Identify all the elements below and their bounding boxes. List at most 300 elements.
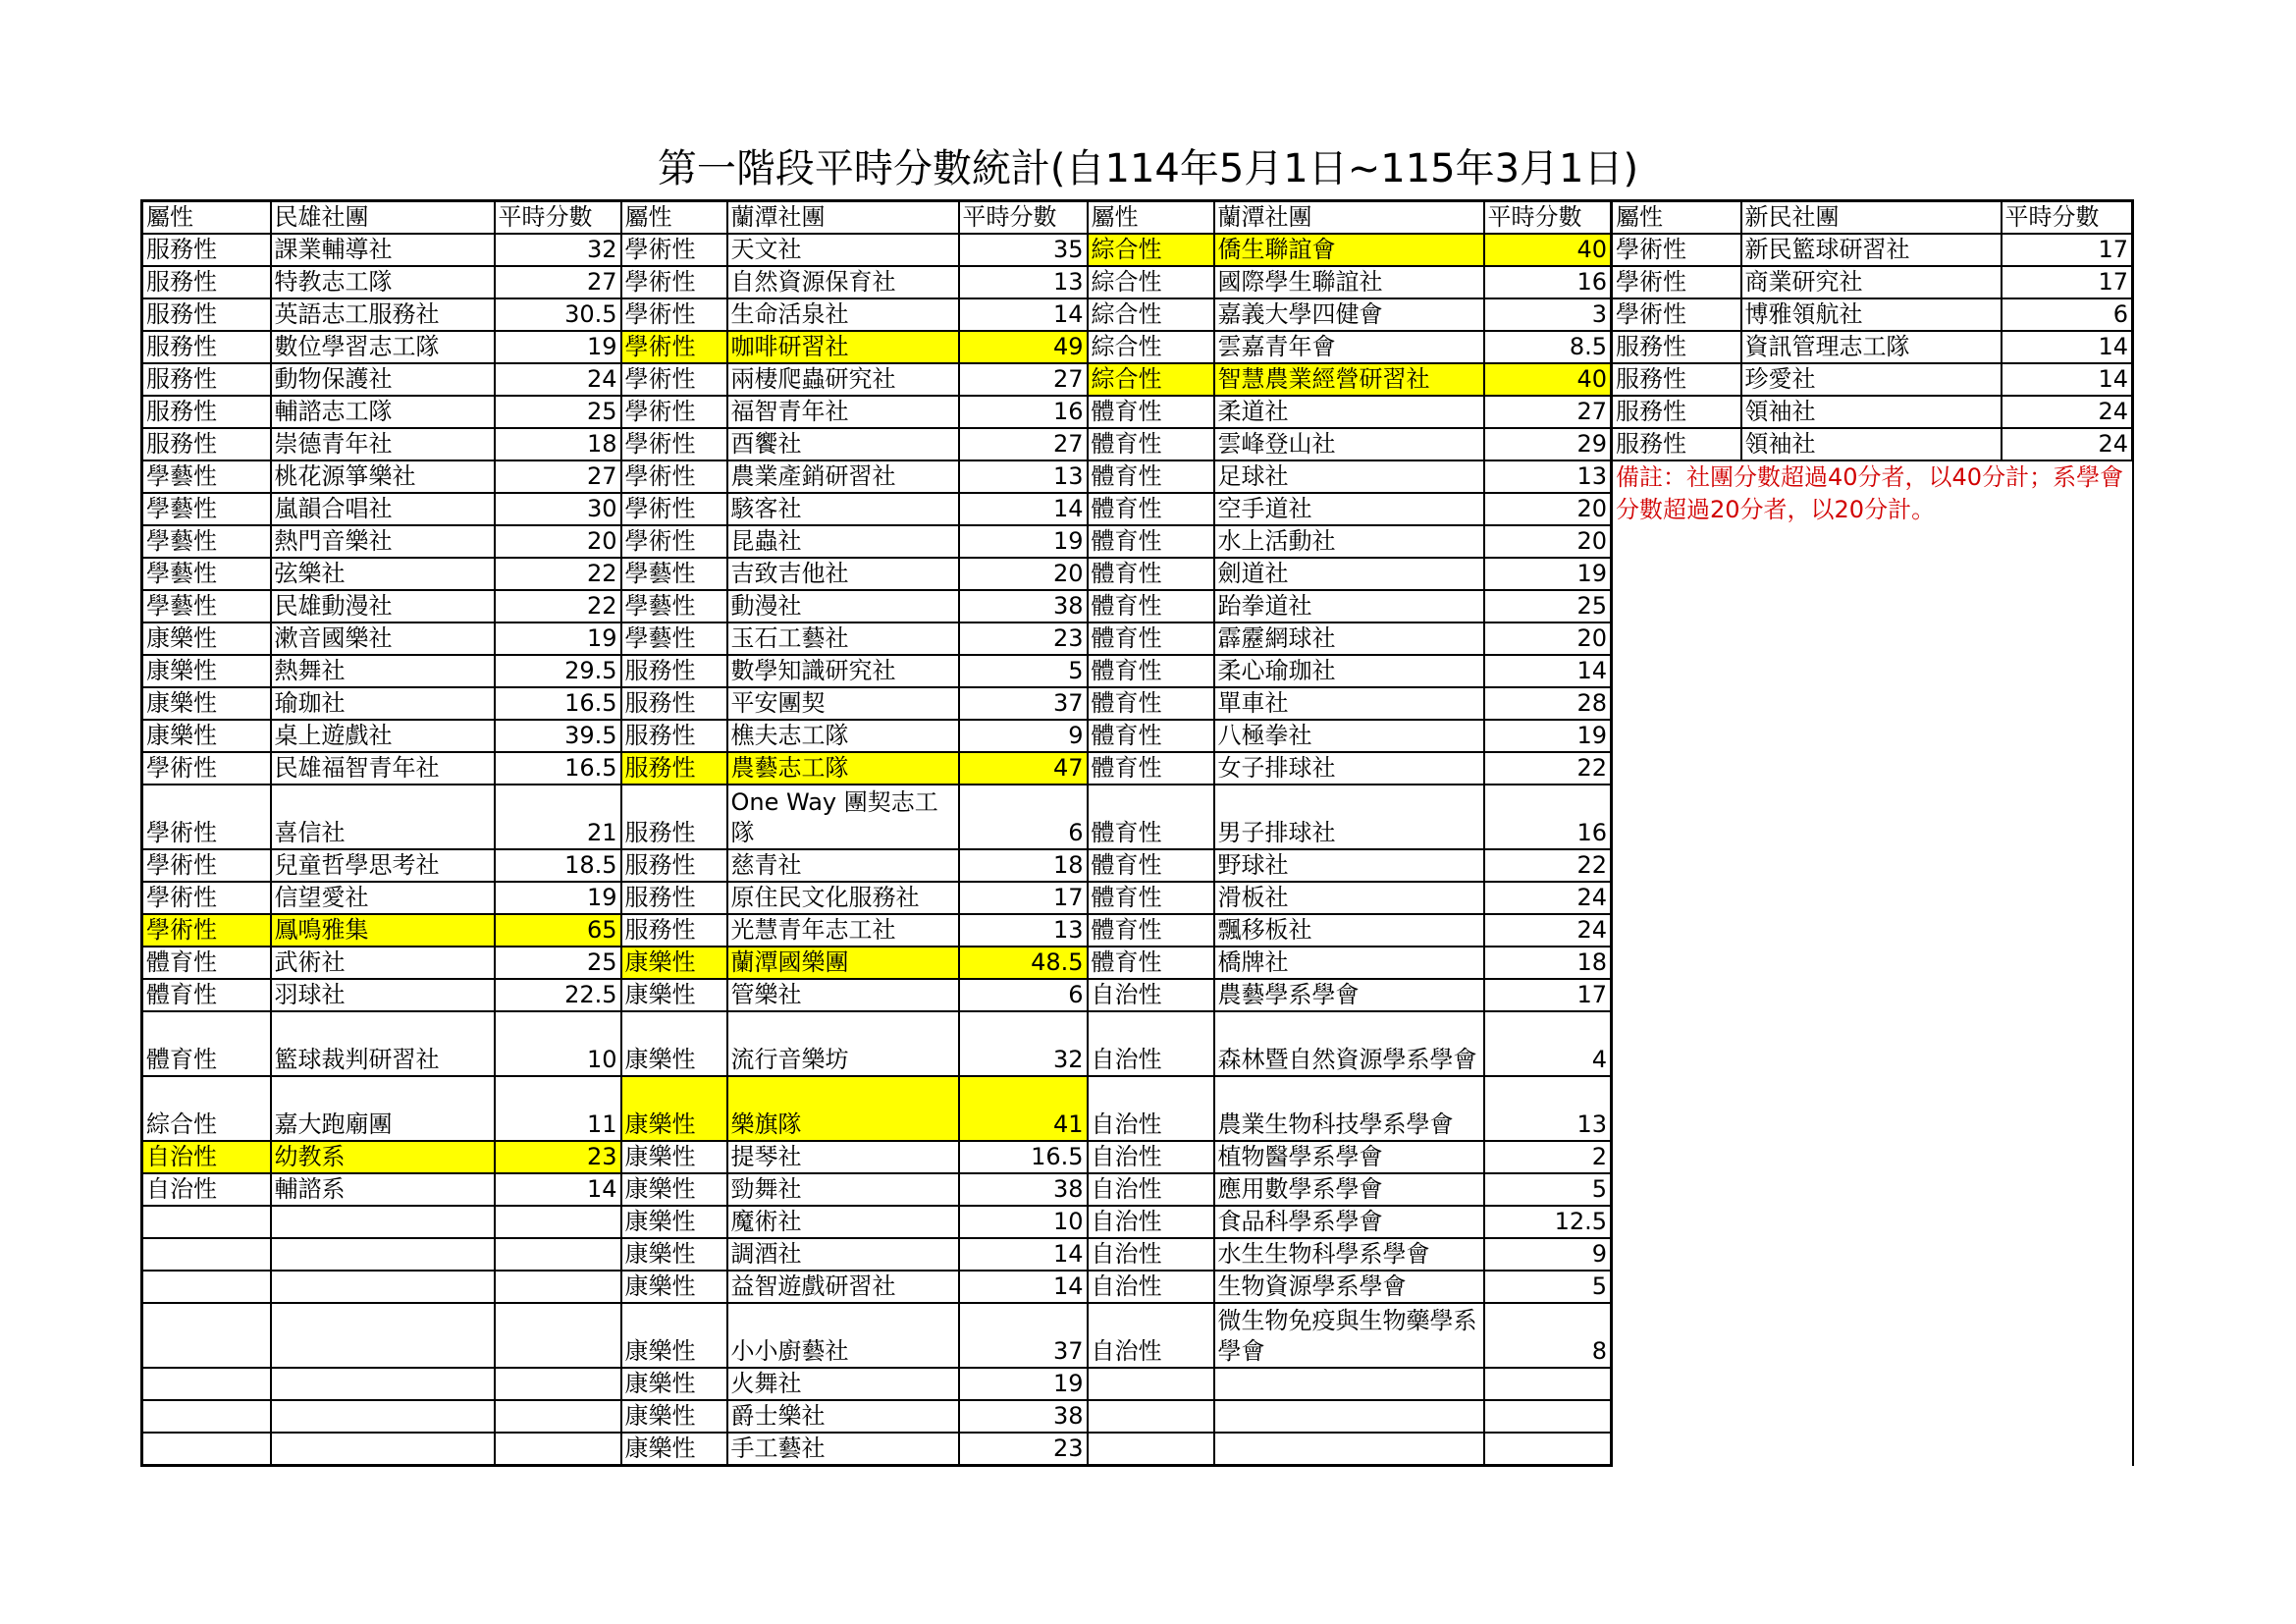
cell-attr: 體育性 (1088, 687, 1214, 720)
cell-attr (1088, 1400, 1214, 1433)
cell-club: 女子排球社 (1214, 752, 1484, 785)
cell-score: 16.5 (495, 752, 621, 785)
cell-score: 22 (495, 558, 621, 590)
cell-club: 魔術社 (727, 1206, 959, 1238)
cell-attr: 服務性 (142, 298, 271, 331)
cell-attr: 康樂性 (621, 1303, 727, 1368)
cell-club: 益智遊戲研習社 (727, 1271, 959, 1303)
cell-score: 35 (959, 234, 1088, 266)
table-row (142, 363, 2133, 396)
cell-club: 珍愛社 (1741, 363, 2002, 396)
cell-attr: 體育性 (142, 979, 271, 1011)
cell-score: 3 (1484, 298, 1612, 331)
table-row (142, 298, 2133, 331)
cell-score: 10 (495, 1011, 621, 1076)
cell-score: 14 (495, 1173, 621, 1206)
cell-score: 13 (959, 460, 1088, 493)
cell-attr: 服務性 (142, 234, 271, 266)
cell-score: 22 (1484, 849, 1612, 882)
cell-score (495, 1303, 621, 1368)
cell-attr: 綜合性 (1088, 363, 1214, 396)
cell-attr: 體育性 (1088, 623, 1214, 655)
cell-attr: 康樂性 (621, 1011, 727, 1076)
cell-attr: 體育性 (1088, 558, 1214, 590)
cell-score: 16.5 (959, 1141, 1088, 1173)
cell-attr: 自治性 (1088, 1206, 1214, 1238)
cell-score: 14 (959, 1238, 1088, 1271)
cell-score: 27 (495, 460, 621, 493)
cell-score: 22 (1484, 752, 1612, 785)
cell-club: 信望愛社 (271, 882, 495, 914)
cell-club: 農藝學系學會 (1214, 979, 1484, 1011)
cell-club: 武術社 (271, 947, 495, 979)
cell-attr: 體育性 (1088, 428, 1214, 460)
cell-score: 13 (1484, 1076, 1612, 1141)
cell-club: 水生生物科學系學會 (1214, 1238, 1484, 1271)
cell-score (495, 1400, 621, 1433)
cell-attr: 學術性 (621, 234, 727, 266)
cell-score: 19 (959, 1368, 1088, 1400)
cell-club: 生物資源學系學會 (1214, 1271, 1484, 1303)
cell-club: 飄移板社 (1214, 914, 1484, 947)
cell-club: 小小廚藝社 (727, 1303, 959, 1368)
cell-attr: 學術性 (621, 298, 727, 331)
cell-score (1484, 1400, 1612, 1433)
cell-attr: 服務性 (621, 882, 727, 914)
cell-attr: 服務性 (621, 849, 727, 882)
cell-score: 28 (1484, 687, 1612, 720)
cell-attr: 服務性 (142, 266, 271, 298)
cell-score: 17 (959, 882, 1088, 914)
cell-score: 37 (959, 687, 1088, 720)
cell-score: 6 (959, 979, 1088, 1011)
column-header: 屬性 (1612, 201, 1741, 235)
cell-attr (1088, 1368, 1214, 1400)
cell-score: 48.5 (959, 947, 1088, 979)
cell-club: 微生物免疫與生物藥學系學會 (1214, 1303, 1484, 1368)
cell-attr: 學術性 (142, 785, 271, 849)
cell-club: 僑生聯誼會 (1214, 234, 1484, 266)
cell-attr: 康樂性 (142, 687, 271, 720)
cell-club: 平安團契 (727, 687, 959, 720)
cell-club: 雲峰登山社 (1214, 428, 1484, 460)
cell-club: 樂旗隊 (727, 1076, 959, 1141)
cell-attr: 體育性 (1088, 752, 1214, 785)
cell-club: 慈青社 (727, 849, 959, 882)
cell-club: 幼教系 (271, 1141, 495, 1173)
cell-score (1484, 1368, 1612, 1400)
cell-club: 動漫社 (727, 590, 959, 623)
cell-club (1214, 1433, 1484, 1466)
cell-score: 17 (2002, 266, 2133, 298)
cell-attr: 學藝性 (142, 460, 271, 493)
cell-attr: 自治性 (1088, 979, 1214, 1011)
cell-score: 13 (959, 914, 1088, 947)
cell-score: 18 (959, 849, 1088, 882)
cell-club: 天文社 (727, 234, 959, 266)
cell-attr: 服務性 (621, 752, 727, 785)
cell-attr: 體育性 (1088, 849, 1214, 882)
cell-attr: 康樂性 (142, 623, 271, 655)
cell-attr: 服務性 (621, 914, 727, 947)
cell-attr: 學藝性 (621, 623, 727, 655)
cell-score: 14 (959, 493, 1088, 525)
cell-score: 19 (1484, 558, 1612, 590)
cell-score: 24 (2002, 396, 2133, 428)
cell-attr: 康樂性 (621, 947, 727, 979)
cell-attr: 康樂性 (621, 1238, 727, 1271)
cell-club: 樵夫志工隊 (727, 720, 959, 752)
cell-attr: 服務性 (621, 687, 727, 720)
cell-score: 8 (1484, 1303, 1612, 1368)
cell-club: 弦樂社 (271, 558, 495, 590)
cell-score: 14 (959, 1271, 1088, 1303)
cell-attr: 自治性 (1088, 1141, 1214, 1173)
cell-score: 6 (959, 785, 1088, 849)
cell-score: 6 (2002, 298, 2133, 331)
cell-club: 八極拳社 (1214, 720, 1484, 752)
cell-score: 38 (959, 590, 1088, 623)
cell-club: 數學知識研究社 (727, 655, 959, 687)
cell-score: 19 (495, 331, 621, 363)
column-header: 平時分數 (959, 201, 1088, 235)
cell-score: 30.5 (495, 298, 621, 331)
cell-club (271, 1433, 495, 1466)
cell-club: 昆蟲社 (727, 525, 959, 558)
cell-club: 滑板社 (1214, 882, 1484, 914)
cell-attr: 體育性 (1088, 590, 1214, 623)
cell-attr: 自治性 (1088, 1271, 1214, 1303)
cell-club: 智慧農業經營研習社 (1214, 363, 1484, 396)
cell-club: 男子排球社 (1214, 785, 1484, 849)
cell-score: 22 (495, 590, 621, 623)
cell-club: 輔諮志工隊 (271, 396, 495, 428)
cell-score: 20 (1484, 623, 1612, 655)
cell-club: 農藝志工隊 (727, 752, 959, 785)
cell-club: 籃球裁判研習社 (271, 1011, 495, 1076)
cell-score: 37 (959, 1303, 1088, 1368)
cell-attr: 學藝性 (621, 590, 727, 623)
cell-club: 空手道社 (1214, 493, 1484, 525)
cell-club: 英語志工服務社 (271, 298, 495, 331)
cell-score: 27 (959, 428, 1088, 460)
cell-attr: 服務性 (142, 363, 271, 396)
cell-score: 23 (959, 623, 1088, 655)
cell-attr: 服務性 (1612, 428, 1741, 460)
cell-attr: 學術性 (621, 460, 727, 493)
cell-score: 4 (1484, 1011, 1612, 1076)
cell-attr (142, 1271, 271, 1303)
cell-score: 41 (959, 1076, 1088, 1141)
cell-attr: 康樂性 (621, 1076, 727, 1141)
cell-score: 16 (1484, 785, 1612, 849)
cell-club: 柔道社 (1214, 396, 1484, 428)
column-header: 平時分數 (1484, 201, 1612, 235)
cell-club: 瑜珈社 (271, 687, 495, 720)
cell-attr: 服務性 (621, 720, 727, 752)
cell-score: 30 (495, 493, 621, 525)
cell-club: 霹靂網球社 (1214, 623, 1484, 655)
cell-club: 特教志工隊 (271, 266, 495, 298)
cell-score: 17 (2002, 234, 2133, 266)
cell-score: 16 (1484, 266, 1612, 298)
cell-attr: 服務性 (621, 655, 727, 687)
cell-score (495, 1271, 621, 1303)
cell-club: 民雄動漫社 (271, 590, 495, 623)
cell-score: 10 (959, 1206, 1088, 1238)
cell-club: 蘭潭國樂團 (727, 947, 959, 979)
cell-attr: 康樂性 (621, 1206, 727, 1238)
cell-club: 嘉義大學四健會 (1214, 298, 1484, 331)
page-title: 第一階段平時分數統計(自114年5月1日~115年3月1日) (657, 146, 1639, 191)
score-table (140, 199, 2134, 1467)
cell-attr: 學術性 (142, 849, 271, 882)
cell-attr: 學藝性 (142, 558, 271, 590)
cell-club: 喜信社 (271, 785, 495, 849)
cell-attr: 自治性 (142, 1173, 271, 1206)
cell-club: 動物保護社 (271, 363, 495, 396)
header-row (142, 201, 2133, 235)
cell-score: 29.5 (495, 655, 621, 687)
cell-club: 博雅領航社 (1741, 298, 2002, 331)
cell-score: 24 (495, 363, 621, 396)
cell-attr: 學術性 (1612, 266, 1741, 298)
cell-club (271, 1206, 495, 1238)
cell-attr: 康樂性 (621, 1271, 727, 1303)
cell-attr (142, 1368, 271, 1400)
cell-score: 39.5 (495, 720, 621, 752)
table-row (142, 266, 2133, 298)
cell-club: 民雄福智青年社 (271, 752, 495, 785)
cell-club: 嘉大跑廟團 (271, 1076, 495, 1141)
cell-score: 14 (959, 298, 1088, 331)
cell-attr: 自治性 (142, 1141, 271, 1173)
column-header: 蘭潭社團 (1214, 201, 1484, 235)
cell-score: 16 (959, 396, 1088, 428)
cell-club: 原住民文化服務社 (727, 882, 959, 914)
cell-club: 資訊管理志工隊 (1741, 331, 2002, 363)
cell-attr: 體育性 (142, 1011, 271, 1076)
cell-club: 足球社 (1214, 460, 1484, 493)
cell-club (1214, 1368, 1484, 1400)
cell-score: 14 (2002, 363, 2133, 396)
cell-club (271, 1368, 495, 1400)
table-row (142, 460, 2133, 493)
cell-score: 9 (959, 720, 1088, 752)
cell-score: 17 (1484, 979, 1612, 1011)
cell-club (1214, 1400, 1484, 1433)
cell-club (271, 1238, 495, 1271)
cell-club: 管樂社 (727, 979, 959, 1011)
cell-club: 柔心瑜珈社 (1214, 655, 1484, 687)
cell-club: 課業輔導社 (271, 234, 495, 266)
cell-attr (142, 1206, 271, 1238)
cell-attr: 學術性 (142, 752, 271, 785)
cell-score: 12.5 (1484, 1206, 1612, 1238)
cell-score: 21 (495, 785, 621, 849)
table-row (142, 428, 2133, 460)
cell-attr (142, 1238, 271, 1271)
cell-attr: 服務性 (1612, 331, 1741, 363)
cell-club: 水上活動社 (1214, 525, 1484, 558)
cell-attr: 學術性 (621, 396, 727, 428)
cell-club: 吉致吉他社 (727, 558, 959, 590)
cell-attr: 學術性 (621, 266, 727, 298)
column-header: 屬性 (142, 201, 271, 235)
cell-club: 提琴社 (727, 1141, 959, 1173)
column-header: 蘭潭社團 (727, 201, 959, 235)
cell-score: 19 (1484, 720, 1612, 752)
cell-score: 8.5 (1484, 331, 1612, 363)
cell-attr: 綜合性 (1088, 234, 1214, 266)
cell-attr: 體育性 (1088, 493, 1214, 525)
cell-score: 49 (959, 331, 1088, 363)
cell-attr: 體育性 (1088, 396, 1214, 428)
cell-club: 生命活泉社 (727, 298, 959, 331)
cell-attr (142, 1303, 271, 1368)
cell-attr: 體育性 (1088, 720, 1214, 752)
cell-attr: 自治性 (1088, 1173, 1214, 1206)
cell-score: 27 (1484, 396, 1612, 428)
cell-score: 40 (1484, 363, 1612, 396)
cell-score: 23 (959, 1433, 1088, 1466)
cell-score: 20 (1484, 525, 1612, 558)
cell-attr: 康樂性 (621, 979, 727, 1011)
cell-club: 熱舞社 (271, 655, 495, 687)
cell-club: 數位學習志工隊 (271, 331, 495, 363)
cell-attr: 體育性 (1088, 655, 1214, 687)
cell-score (495, 1206, 621, 1238)
cell-attr: 自治性 (1088, 1238, 1214, 1271)
cell-attr: 體育性 (1088, 882, 1214, 914)
cell-score (495, 1433, 621, 1466)
cell-club: 農業產銷研習社 (727, 460, 959, 493)
cell-attr: 學術性 (621, 363, 727, 396)
cell-attr: 學術性 (142, 914, 271, 947)
table-row (142, 331, 2133, 363)
cell-club: 桌上遊戲社 (271, 720, 495, 752)
cell-attr: 體育性 (1088, 525, 1214, 558)
cell-score: 25 (495, 396, 621, 428)
cell-club: 輔諮系 (271, 1173, 495, 1206)
cell-attr: 體育性 (1088, 460, 1214, 493)
cell-attr: 學術性 (621, 428, 727, 460)
cell-club: 桃花源箏樂社 (271, 460, 495, 493)
cell-score: 20 (1484, 493, 1612, 525)
cell-score: 27 (959, 363, 1088, 396)
cell-attr: 服務性 (142, 331, 271, 363)
cell-club: 調酒社 (727, 1238, 959, 1271)
cell-club: 勁舞社 (727, 1173, 959, 1206)
cell-club: 國際學生聯誼社 (1214, 266, 1484, 298)
cell-score: 20 (495, 525, 621, 558)
cell-score (495, 1368, 621, 1400)
cell-score: 32 (959, 1011, 1088, 1076)
cell-club: 福智青年社 (727, 396, 959, 428)
cell-attr: 服務性 (621, 785, 727, 849)
cell-score: 24 (1484, 882, 1612, 914)
cell-club: 商業研究社 (1741, 266, 2002, 298)
cell-club: 農業生物科技學系學會 (1214, 1076, 1484, 1141)
cell-attr: 服務性 (142, 428, 271, 460)
cell-attr: 學藝性 (621, 558, 727, 590)
cell-score: 14 (2002, 331, 2133, 363)
cell-score: 18 (495, 428, 621, 460)
cell-score: 19 (495, 882, 621, 914)
cell-club: 雲嘉青年會 (1214, 331, 1484, 363)
cell-club (271, 1400, 495, 1433)
cell-score: 24 (1484, 914, 1612, 947)
cell-club: 植物醫學系學會 (1214, 1141, 1484, 1173)
cell-attr: 康樂性 (621, 1173, 727, 1206)
cell-club: 森林暨自然資源學系學會 (1214, 1011, 1484, 1076)
cell-score: 2 (1484, 1141, 1612, 1173)
cell-attr: 自治性 (1088, 1076, 1214, 1141)
cell-club: 爵士樂社 (727, 1400, 959, 1433)
cell-club: 鳳鳴雅集 (271, 914, 495, 947)
cell-club: 領袖社 (1741, 396, 2002, 428)
cell-club: 單車社 (1214, 687, 1484, 720)
cell-score: 5 (1484, 1173, 1612, 1206)
cell-club: 野球社 (1214, 849, 1484, 882)
cell-attr: 學術性 (621, 525, 727, 558)
cell-attr: 服務性 (142, 396, 271, 428)
cell-attr: 綜合性 (1088, 331, 1214, 363)
cell-attr: 自治性 (1088, 1303, 1214, 1368)
cell-club: 應用數學系學會 (1214, 1173, 1484, 1206)
cell-club: 自然資源保育社 (727, 266, 959, 298)
cell-attr (142, 1433, 271, 1466)
column-header: 新民社團 (1741, 201, 2002, 235)
cell-attr: 康樂性 (142, 720, 271, 752)
cell-club (271, 1303, 495, 1368)
cell-club: 火舞社 (727, 1368, 959, 1400)
cell-club: 漱音國樂社 (271, 623, 495, 655)
cell-club: 兒童哲學思考社 (271, 849, 495, 882)
cell-attr: 學術性 (621, 493, 727, 525)
cell-attr: 學藝性 (142, 525, 271, 558)
cell-club: 熱門音樂社 (271, 525, 495, 558)
cell-score: 65 (495, 914, 621, 947)
cell-attr: 綜合性 (1088, 266, 1214, 298)
cell-score: 13 (1484, 460, 1612, 493)
cell-attr: 康樂性 (142, 655, 271, 687)
cell-score: 18 (1484, 947, 1612, 979)
cell-attr: 康樂性 (621, 1433, 727, 1466)
cell-attr: 綜合性 (142, 1076, 271, 1141)
cell-score: 16.5 (495, 687, 621, 720)
cell-attr: 學藝性 (142, 493, 271, 525)
cell-score: 47 (959, 752, 1088, 785)
cell-attr: 學藝性 (142, 590, 271, 623)
cell-attr: 綜合性 (1088, 298, 1214, 331)
cell-club: One Way 團契志工隊 (727, 785, 959, 849)
cell-club: 兩棲爬蟲研究社 (727, 363, 959, 396)
cell-attr: 體育性 (1088, 914, 1214, 947)
cell-attr: 康樂性 (621, 1141, 727, 1173)
cell-attr: 自治性 (1088, 1011, 1214, 1076)
cell-score: 38 (959, 1173, 1088, 1206)
cell-score: 14 (1484, 655, 1612, 687)
cell-score (1484, 1433, 1612, 1466)
cell-score: 27 (495, 266, 621, 298)
cell-club: 咖啡研習社 (727, 331, 959, 363)
cell-club: 崇德青年社 (271, 428, 495, 460)
table-row (142, 234, 2133, 266)
cell-score: 25 (495, 947, 621, 979)
cell-score: 29 (1484, 428, 1612, 460)
cell-score (495, 1238, 621, 1271)
